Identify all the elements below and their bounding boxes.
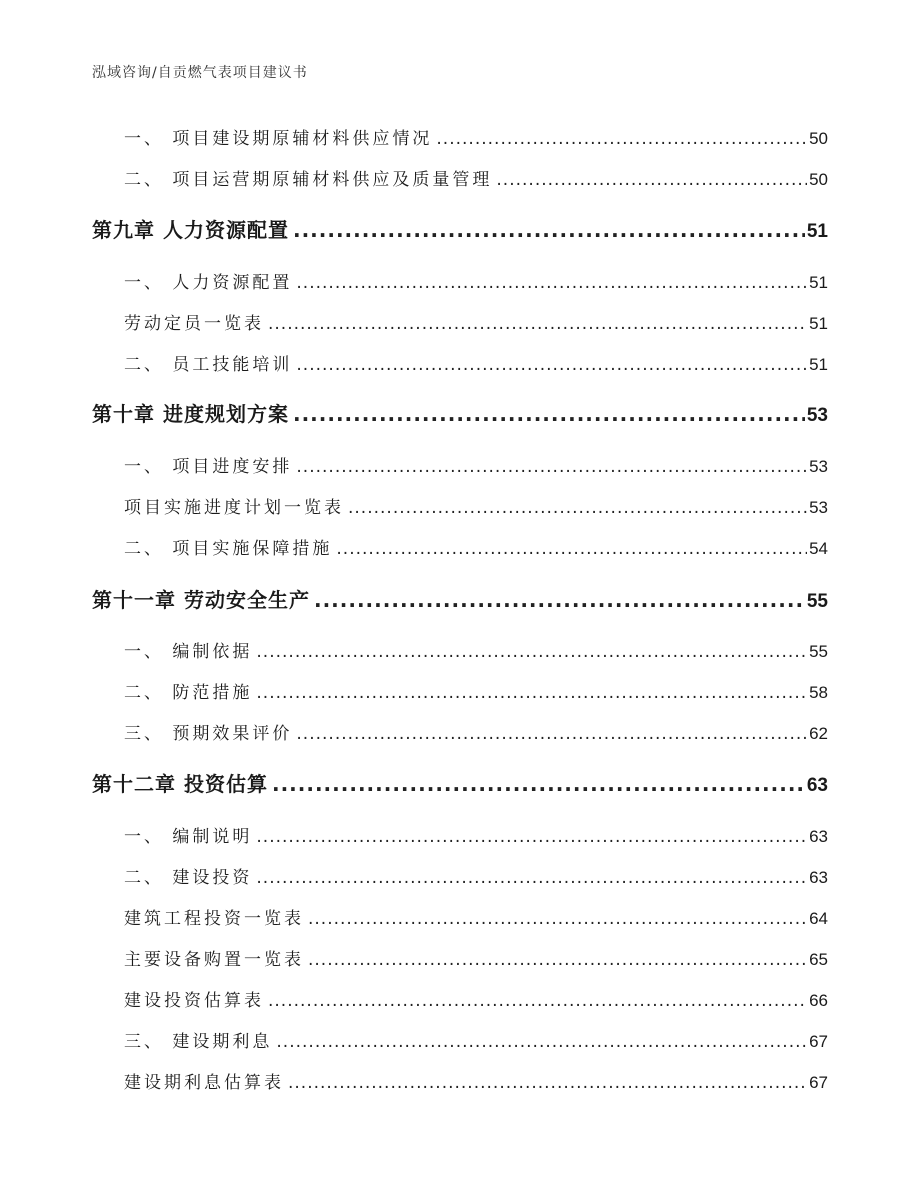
dot-leader <box>296 724 807 744</box>
dot-leader <box>272 772 805 796</box>
toc-entry-page: 50 <box>809 129 828 148</box>
toc-entry-section[interactable] <box>124 452 828 477</box>
toc-entry-label: 第十一章 劳动安全生产 <box>92 588 310 612</box>
dot-leader <box>293 218 805 242</box>
dot-leader <box>348 498 807 518</box>
toc-entry-label: 建筑工程投资一览表 <box>124 909 304 929</box>
toc-entry-page: 51 <box>806 221 828 242</box>
dot-leader <box>496 170 807 190</box>
dot-leader <box>296 457 807 477</box>
toc-entry-page: 58 <box>809 683 828 702</box>
toc-entry-label: 三、 建设期利息 <box>124 1032 273 1052</box>
toc-entry-page: 63 <box>806 775 828 796</box>
toc-entry-chapter[interactable] <box>92 398 828 427</box>
toc-entry-page: 63 <box>809 827 828 846</box>
toc-entry-page: 64 <box>809 909 828 928</box>
toc-entry-label: 一、 人力资源配置 <box>124 273 293 293</box>
toc-entry-page: 62 <box>809 724 828 743</box>
toc-entry-section[interactable] <box>124 493 828 518</box>
toc-entry-section[interactable] <box>124 1027 828 1052</box>
toc-entry-label: 二、 项目实施保障措施 <box>124 539 333 559</box>
toc-entry-chapter[interactable] <box>92 584 828 613</box>
toc-entry-label: 一、 项目建设期原辅材料供应情况 <box>124 129 433 149</box>
toc-entry-page: 51 <box>809 314 828 333</box>
toc-entry-label: 第十章 进度规划方案 <box>92 402 289 426</box>
dot-leader <box>256 827 807 847</box>
toc-entry-page: 67 <box>809 1032 828 1051</box>
dot-leader <box>296 355 807 375</box>
toc-entry-label: 一、 编制说明 <box>124 827 253 847</box>
dot-leader <box>314 588 805 612</box>
toc-entry-label: 二、 项目运营期原辅材料供应及质量管理 <box>124 170 493 190</box>
dot-leader <box>308 909 807 929</box>
dot-leader <box>336 539 807 559</box>
toc-entry-label: 建设期利息估算表 <box>124 1073 284 1093</box>
toc-entry-section[interactable] <box>124 309 828 334</box>
toc-entry-page: 66 <box>809 991 828 1010</box>
toc-entry-section[interactable] <box>124 945 828 970</box>
toc-entry-page: 63 <box>809 868 828 887</box>
toc-entry-page: 55 <box>809 642 828 661</box>
toc-entry-chapter[interactable] <box>92 214 828 243</box>
toc-entry-section[interactable] <box>124 822 828 847</box>
toc-entry-chapter[interactable] <box>92 768 828 797</box>
toc-entry-label: 主要设备购置一览表 <box>124 950 304 970</box>
toc-entry-section[interactable] <box>124 534 828 559</box>
toc-entry-section[interactable] <box>124 863 828 888</box>
toc-entry-section[interactable] <box>124 350 828 375</box>
toc-entry-section[interactable] <box>124 637 828 662</box>
toc-entry-label: 一、 项目进度安排 <box>124 457 293 477</box>
toc-entry-page: 53 <box>809 457 828 476</box>
dot-leader <box>256 683 807 703</box>
toc-entry-label: 二、 员工技能培训 <box>124 355 293 375</box>
toc-entry-page: 51 <box>809 273 828 292</box>
running-header: 泓域咨询/自贡燃气表项目建议书 <box>92 65 308 81</box>
toc-entry-page: 53 <box>809 498 828 517</box>
toc-entry-page: 50 <box>809 170 828 189</box>
dot-leader <box>268 314 807 334</box>
toc-entry-page: 54 <box>809 539 828 558</box>
toc-entry-label: 劳动定员一览表 <box>124 314 264 334</box>
dot-leader <box>293 402 805 426</box>
toc-entry-section[interactable] <box>124 904 828 929</box>
toc-entry-section[interactable] <box>124 165 828 190</box>
toc-entry-label: 三、 预期效果评价 <box>124 724 293 744</box>
toc-entry-section[interactable] <box>124 678 828 703</box>
dot-leader <box>288 1073 807 1093</box>
toc-entry-section[interactable] <box>124 124 828 149</box>
dot-leader <box>256 868 807 888</box>
toc-entry-label: 二、 建设投资 <box>124 868 253 888</box>
toc-entry-page: 65 <box>809 950 828 969</box>
toc-entry-page: 67 <box>809 1073 828 1092</box>
toc-entry-label: 第九章 人力资源配置 <box>92 218 289 242</box>
toc-entry-label: 第十二章 投资估算 <box>92 772 268 796</box>
toc-entry-label: 项目实施进度计划一览表 <box>124 498 344 518</box>
dot-leader <box>268 991 807 1011</box>
toc-entry-section[interactable] <box>124 719 828 744</box>
toc-entry-section[interactable] <box>124 986 828 1011</box>
dot-leader <box>308 950 807 970</box>
toc-entry-label: 一、 编制依据 <box>124 642 253 662</box>
dot-leader <box>256 642 807 662</box>
dot-leader <box>276 1032 807 1052</box>
toc-entry-page: 51 <box>809 355 828 374</box>
toc-entry-section[interactable] <box>124 1068 828 1093</box>
dot-leader <box>296 273 807 293</box>
toc-entry-label: 建设投资估算表 <box>124 991 264 1011</box>
toc-entry-label: 二、 防范措施 <box>124 683 253 703</box>
toc-entry-page: 53 <box>806 405 828 426</box>
dot-leader <box>436 129 807 149</box>
toc-entry-page: 55 <box>806 591 828 612</box>
toc-entry-section[interactable] <box>124 268 828 293</box>
